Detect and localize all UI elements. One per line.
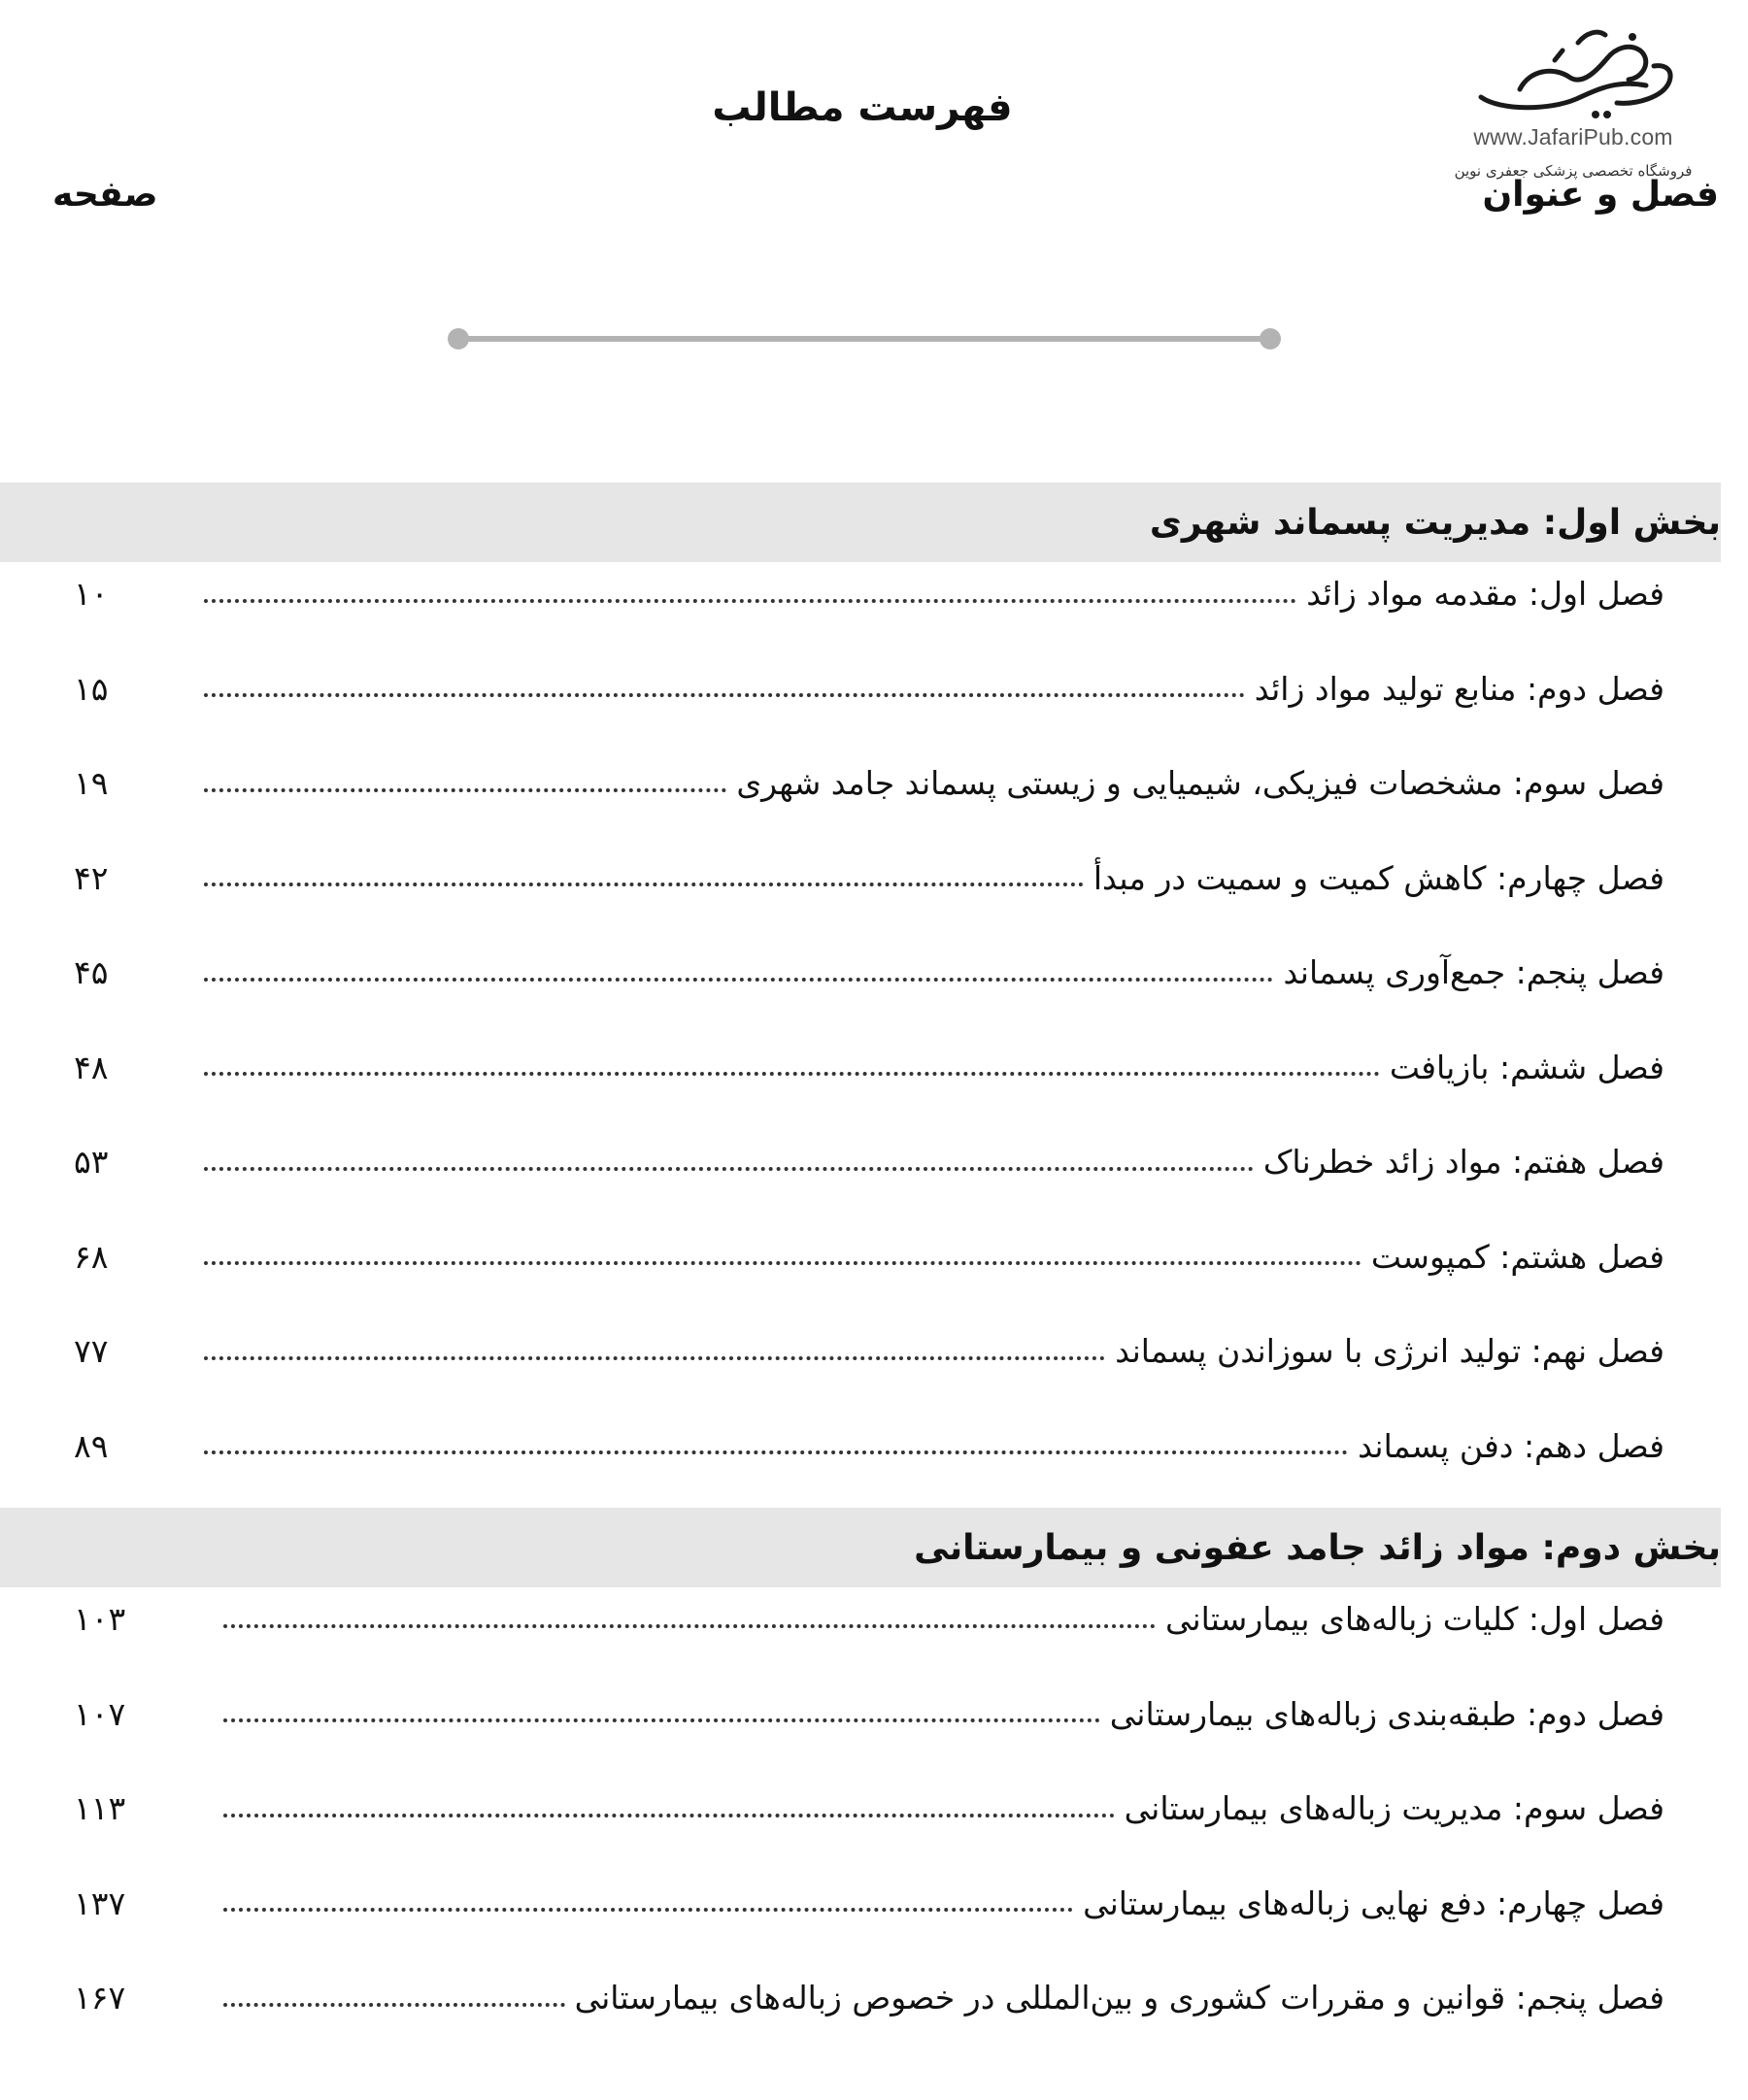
toc-entry[interactable] — [0, 925, 1748, 1020]
dot-leader — [204, 1167, 1254, 1171]
toc-entry[interactable] — [0, 1761, 1748, 1856]
toc-entry-title: فصل دوم: منابع تولید مواد زائد — [1254, 669, 1664, 708]
dot-leader — [223, 1718, 1100, 1722]
dot-leader — [204, 1356, 1105, 1360]
toc-entry-page: ۱۶۷ — [74, 1979, 126, 2017]
toc-entry-page: ۴۸ — [74, 1048, 109, 1086]
toc-entry-title: فصل دهم: دفن پسماند — [1358, 1426, 1664, 1465]
publisher-url: www.JafariPub.com — [1473, 124, 1673, 150]
dot-leader — [204, 599, 1296, 603]
toc-entry[interactable] — [0, 736, 1748, 831]
dot-leader — [223, 1814, 1115, 1817]
dot-leader — [204, 1450, 1348, 1454]
toc-entry-page: ۱۰۳ — [74, 1600, 126, 1639]
toc-entry[interactable] — [0, 1020, 1748, 1116]
toc-entry-title: فصل پنجم: قوانین و مقررات کشوری و بین‌المللی در خصوص زباله‌های بیمارستانی — [574, 1979, 1664, 2017]
toc-list — [0, 1572, 1748, 2046]
part-title: بخش اول: مدیریت پسماند شهری — [1149, 502, 1721, 543]
toc-entry-page: ۴۲ — [74, 858, 109, 897]
toc-entry-title: فصل پنجم: جمع‌آوری پسماند — [1283, 953, 1664, 992]
toc-entry[interactable] — [0, 1856, 1748, 1951]
toc-entry-page: ۱۰۷ — [74, 1694, 126, 1733]
toc-entry-title: فصل اول: کلیات زباله‌های بیمارستانی — [1164, 1600, 1664, 1639]
toc-entry-title: فصل چهارم: دفع نهایی زباله‌های بیمارستانی — [1083, 1883, 1664, 1922]
toc-entry[interactable] — [0, 1210, 1748, 1305]
column-header-title: فصل و عنوان — [1482, 175, 1719, 215]
toc-entry[interactable] — [0, 1304, 1748, 1399]
dot-leader — [223, 1908, 1073, 1912]
dot-leader — [204, 1261, 1361, 1265]
dot-leader — [204, 788, 726, 792]
toc-entry[interactable] — [0, 1399, 1748, 1494]
column-header-page: صفحه — [52, 175, 158, 215]
toc-entry-page: ۴۵ — [74, 953, 109, 992]
toc-entry-title: فصل ششم: بازیافت — [1389, 1048, 1664, 1086]
toc-entry[interactable] — [0, 1115, 1748, 1210]
toc-entry[interactable] — [0, 1667, 1748, 1762]
publisher-tagline: فروشگاه تخصصی پزشکی جعفری نوین — [1454, 162, 1693, 180]
toc-entry-title: فصل نهم: تولید انرژی با سوزاندن پسماند — [1115, 1332, 1664, 1371]
toc-entry-page: ۱۵ — [74, 669, 109, 708]
toc-entry[interactable] — [0, 642, 1748, 737]
toc-entry-page: ۱۹ — [74, 764, 109, 803]
toc-entry-page: ۱۰ — [74, 575, 109, 614]
toc-entry[interactable] — [0, 1950, 1748, 2046]
toc-entry-title: فصل سوم: مشخصات فیزیکی، شیمیایی و زیستی پسماند جامد شهری — [736, 764, 1664, 803]
toc-entry[interactable] — [0, 1572, 1748, 1667]
toc-entry[interactable] — [0, 831, 1748, 926]
toc-entry-title: فصل سوم: مدیریت زباله‌های بیمارستانی — [1124, 1789, 1664, 1828]
toc-entry-page: ۱۳۷ — [74, 1883, 126, 1922]
dot-leader — [204, 883, 1084, 886]
toc-entry-page: ۱۱۳ — [74, 1789, 126, 1828]
toc-entry-page: ۶۸ — [74, 1237, 109, 1276]
dot-leader — [204, 693, 1245, 697]
dot-leader — [223, 2003, 565, 2007]
part-title: بخش دوم: مواد زائد جامد عفونی و بیمارستانی — [914, 1527, 1721, 1568]
toc-entry-title: فصل چهارم: کاهش کمیت و سمیت در مبدأ — [1092, 858, 1664, 897]
decorative-divider — [447, 324, 1282, 353]
dot-leader — [204, 1072, 1380, 1076]
toc-list — [0, 547, 1748, 1493]
toc-entry-title: فصل دوم: طبقه‌بندی زباله‌های بیمارستانی — [1109, 1694, 1664, 1733]
dot-leader — [204, 978, 1273, 982]
dot-leader — [223, 1624, 1156, 1628]
page-title: فهرست مطالب — [712, 85, 1013, 130]
toc-entry-page: ۸۹ — [74, 1426, 109, 1465]
toc-entry-page: ۵۳ — [74, 1143, 109, 1182]
toc-entry-title: فصل هشتم: کمپوست — [1370, 1237, 1664, 1276]
toc-entry-title: فصل هفتم: مواد زائد خطرناک — [1262, 1143, 1664, 1182]
toc-entry[interactable] — [0, 547, 1748, 642]
toc-entry-title: فصل اول: مقدمه مواد زائد — [1306, 575, 1664, 614]
toc-entry-page: ۷۷ — [74, 1332, 109, 1371]
